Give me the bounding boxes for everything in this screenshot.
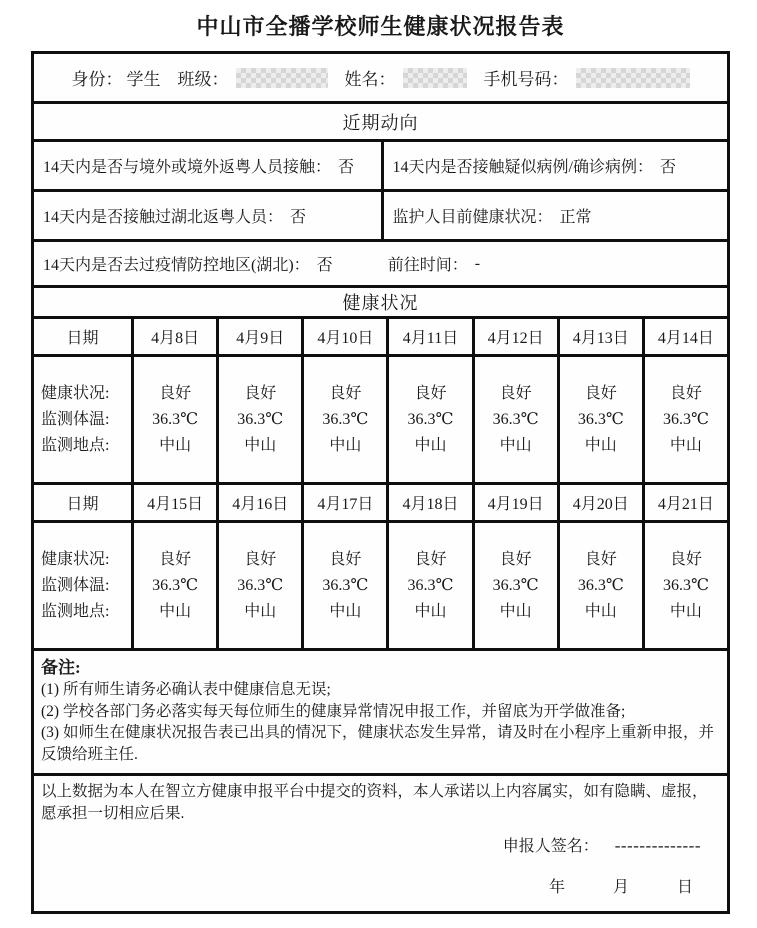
- entry-status: 良好: [669, 550, 702, 568]
- entry-place: 中山: [244, 602, 277, 620]
- report-form: [31, 51, 730, 914]
- year-label: 年: [548, 879, 565, 896]
- entry-status: 良好: [499, 550, 532, 568]
- answer-value: 否: [659, 159, 676, 176]
- declaration-section: [34, 773, 727, 911]
- health-entry-cell: [216, 523, 301, 648]
- entry-place: 中山: [499, 436, 532, 454]
- date-cell: 4月16日: [216, 485, 301, 520]
- declaration-text: 以上数据为本人在智立方健康申报平台中提交的资料，本人承诺以上内容属实，如有隐瞒、虚报，愿承担一切相应后果.: [41, 783, 708, 822]
- day-label: 日: [676, 879, 693, 896]
- entry-status: 良好: [329, 384, 362, 402]
- phone-label: 手机号码：: [483, 70, 569, 89]
- entry-status: 良好: [584, 550, 617, 568]
- health-entry-cell: [386, 523, 471, 648]
- phone-value-redacted: [576, 68, 690, 88]
- entry-place: 中山: [584, 436, 617, 454]
- entry-status: 良好: [499, 384, 532, 402]
- date-cell: 4月14日: [642, 319, 727, 354]
- question-cell-guardian-health: [381, 189, 728, 239]
- entry-place: 中山: [499, 602, 532, 620]
- date-cell: 4月21日: [642, 485, 727, 520]
- entry-place: 中山: [414, 602, 447, 620]
- date-col-header: 日期: [66, 330, 99, 347]
- entry-temp: 36.3℃: [577, 576, 624, 594]
- entry-status: 良好: [159, 550, 192, 568]
- health-entry-cell: [301, 357, 386, 482]
- date-cell: 4月18日: [386, 485, 471, 520]
- date-cell: 4月8日: [131, 319, 216, 354]
- entry-status: 良好: [329, 550, 362, 568]
- entry-place: 中山: [159, 436, 192, 454]
- entry-place: 中山: [244, 436, 277, 454]
- date-header-row: [34, 319, 727, 354]
- question-label: 14天内是否接触疑似病例/确诊病例：: [392, 159, 653, 176]
- date-cell: 4月17日: [301, 485, 386, 520]
- health-row-labels: [34, 523, 131, 648]
- entry-status: 良好: [244, 550, 277, 568]
- health-entry-cell: [557, 523, 642, 648]
- recent-questions-grid: [34, 139, 727, 239]
- question-label: 监护人目前健康状况：: [392, 209, 553, 226]
- month-label: 月: [612, 879, 629, 896]
- entry-status: 良好: [669, 384, 702, 402]
- entry-temp: 36.3℃: [662, 410, 709, 428]
- signature-label: 申报人签名：: [502, 838, 599, 855]
- question-label: 14天内是否与境外或境外返粤人员接触：: [43, 159, 332, 176]
- remarks-title: 备注:: [41, 658, 81, 677]
- identity-label: 身份：: [71, 70, 123, 89]
- health-row-label: 健康状况:: [41, 384, 110, 402]
- health-row-label: 监测体温:: [41, 410, 110, 428]
- name-label: 姓名：: [344, 70, 396, 89]
- question-cell-case-contact: [381, 142, 728, 189]
- entry-temp: 36.3℃: [577, 410, 624, 428]
- name-value-redacted: [403, 68, 467, 88]
- entry-status: 良好: [584, 384, 617, 402]
- question-cell-hubei-contact: [34, 189, 381, 239]
- date-cell: 4月10日: [301, 319, 386, 354]
- entry-temp: 36.3℃: [322, 576, 369, 594]
- entry-place: 中山: [669, 436, 702, 454]
- entry-status: 良好: [414, 550, 447, 568]
- health-entry-cell: [386, 357, 471, 482]
- question-label: 14天内是否接触过湖北返粤人员：: [43, 209, 284, 226]
- entry-temp: 36.3℃: [152, 410, 199, 428]
- remark-line-1: (1) 所有师生请务必确认表中健康信息无误;: [41, 681, 331, 698]
- entry-status: 良好: [244, 384, 277, 402]
- date-cell: 4月9日: [216, 319, 301, 354]
- entry-place: 中山: [669, 602, 702, 620]
- date-cell: 4月11日: [386, 319, 471, 354]
- health-entry-cell: [642, 523, 727, 648]
- travel-question-row: [34, 239, 727, 285]
- entry-temp: 36.3℃: [492, 576, 539, 594]
- entry-status: 良好: [414, 384, 447, 402]
- date-cell: 4月13日: [557, 319, 642, 354]
- section-recent-title: 近期动向: [34, 101, 727, 139]
- health-row-label: 监测地点:: [41, 602, 110, 620]
- health-entry-cell: [131, 357, 216, 482]
- question-cell-overseas-contact: [34, 142, 381, 189]
- health-entry-cell: [131, 523, 216, 648]
- entry-temp: 36.3℃: [152, 576, 199, 594]
- travel-time-label: 前往时间：: [387, 257, 468, 274]
- signature-line: --------------: [614, 836, 701, 855]
- entry-temp: 36.3℃: [237, 410, 284, 428]
- health-data-row: [34, 354, 727, 482]
- entry-temp: 36.3℃: [407, 410, 454, 428]
- date-cell: 4月20日: [557, 485, 642, 520]
- date-cell: 4月12日: [472, 319, 557, 354]
- answer-value: 否: [290, 209, 307, 226]
- entry-status: 良好: [159, 384, 192, 402]
- health-entry-cell: [472, 523, 557, 648]
- entry-place: 中山: [584, 602, 617, 620]
- travel-time-value: -: [474, 254, 481, 272]
- entry-temp: 36.3℃: [237, 576, 284, 594]
- entry-place: 中山: [414, 436, 447, 454]
- health-entry-cell: [301, 523, 386, 648]
- date-cell: 4月19日: [472, 485, 557, 520]
- health-data-row: [34, 520, 727, 648]
- entry-place: 中山: [329, 436, 362, 454]
- entry-temp: 36.3℃: [662, 576, 709, 594]
- question-label: 14天内是否去过疫情防控地区(湖北)：: [43, 257, 310, 274]
- answer-value: 正常: [559, 209, 592, 226]
- class-label: 班级：: [177, 70, 229, 89]
- remarks-section: [34, 648, 727, 773]
- health-entry-cell: [216, 357, 301, 482]
- answer-value: 否: [316, 257, 333, 274]
- health-entry-cell: [557, 357, 642, 482]
- entry-place: 中山: [159, 602, 192, 620]
- entry-temp: 36.3℃: [322, 410, 369, 428]
- health-row-label: 监测地点:: [41, 436, 110, 454]
- class-value-redacted: [236, 68, 328, 88]
- signature-row: [41, 833, 721, 856]
- remark-line-3: (3) 如师生在健康状况报告表已出具的情况下，健康状态发生异常，请及时在小程序上重新申报，并反馈给班主任.: [41, 724, 714, 763]
- health-row-label: 监测体温:: [41, 576, 110, 594]
- entry-place: 中山: [329, 602, 362, 620]
- date-cell: 4月15日: [131, 485, 216, 520]
- health-entry-cell: [472, 357, 557, 482]
- date-col-header: 日期: [66, 496, 99, 513]
- identity-row: [34, 54, 727, 101]
- health-entry-cell: [642, 357, 727, 482]
- form-title: 中山市全播学校师生健康状况报告表: [196, 14, 565, 39]
- date-header-row: [34, 482, 727, 520]
- entry-temp: 36.3℃: [492, 410, 539, 428]
- entry-temp: 36.3℃: [407, 576, 454, 594]
- answer-value: 否: [338, 159, 355, 176]
- health-row-labels: [34, 357, 131, 482]
- section-health-title: 健康状况: [34, 285, 727, 316]
- health-table: [34, 316, 727, 648]
- identity-value: 学生: [126, 70, 161, 89]
- remark-line-2: (2) 学校各部门务必落实每天每位师生的健康异常情况申报工作，并留底为开学做准备;: [41, 702, 626, 720]
- health-row-label: 健康状况:: [41, 550, 110, 568]
